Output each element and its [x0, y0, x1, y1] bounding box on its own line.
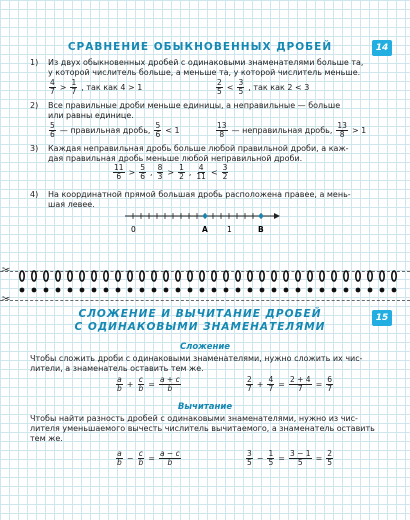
addition-heading: Сложение [179, 342, 231, 352]
addition-line1: Чтобы сложить дроби с одинаковыми знаменателями, нужно сложить их чис- [30, 354, 363, 363]
rule-3-examples: $\frac{11}{6}$ > $\frac{5}{6}$ , $\frac{8}{3}$ > $\frac{1}{2}$ , $\frac{4}{11}$ < $\frac{3}{2}$ [114, 163, 228, 181]
page-15-title [30, 308, 370, 334]
rule-1-line1: Из двух обыкновенных дробей с одинаковыми знаменателями больше та, [48, 58, 364, 67]
page-number-15: 15 [372, 310, 392, 326]
point-a [203, 214, 207, 218]
axis-label-1: 1 [227, 225, 232, 234]
rule-2-example-2: $\frac{13}{8}$ — неправильная дробь, $\frac{13}{8}$ > 1 [217, 121, 367, 139]
rule-1-example-1: $\frac{4}{7}$ > $\frac{1}{7}$ , так как 4 > 1 [50, 78, 143, 96]
rule-4-line2: шая левее. [48, 200, 95, 209]
page-14-title: СРАВНЕНИЕ ОБЫКНОВЕННЫХ ДРОБЕЙ [67, 41, 333, 53]
subtraction-example: $\frac{3}{5}$ − $\frac{1}{5}$ = $\frac{3 - 1}{5}$ = $\frac{2}{5}$ [247, 449, 333, 467]
subtraction-line2: лителя уменьшаемого вычесть числитель вычитаемого, а знаменатель оставить [30, 424, 375, 433]
page-15-title-line2: С ОДИНАКОВЫМИ ЗНАМЕНАТЕЛЯМИ [74, 321, 326, 333]
subtraction-heading: Вычитание [177, 402, 233, 412]
point-b [259, 214, 263, 218]
axis-label-a: A [202, 225, 208, 234]
rule-2-number: 2) [30, 101, 39, 110]
spiral-binding [0, 268, 410, 298]
addition-line2: лители, а знаменатель оставить тем же. [30, 364, 204, 373]
rule-3-line2: дая правильная дробь меньше любой неправильной дроби. [48, 154, 303, 163]
rule-1-line2: у которой числитель больше, а меньше та, у которой числитель меньше. [48, 68, 361, 77]
addition-formula: $\frac{a}{b}$ + $\frac{c}{b}$ = $\frac{a + c}{b}$ [117, 375, 180, 393]
axis-label-b: B [258, 225, 264, 234]
coordinate-line [125, 208, 280, 236]
subtraction-formula: $\frac{a}{b}$ − $\frac{c}{b}$ = $\frac{a - c}{b}$ [117, 449, 180, 467]
subtraction-line3: тем же. [30, 434, 63, 443]
rule-2-line2: или равны единице. [48, 111, 134, 120]
subtraction-line1: Чтобы найти разность дробей с одинаковыми знаменателями, нужно из чис- [30, 414, 358, 423]
page-15-title-line1: СЛОЖЕНИЕ И ВЫЧИТАНИЕ ДРОБЕЙ [78, 308, 322, 320]
page-number-14: 14 [372, 40, 392, 56]
scissors-icon-2: ✂ [2, 294, 11, 305]
rule-1-example-2: $\frac{2}{5}$ < $\frac{3}{5}$ , так как 2 < 3 [217, 78, 310, 96]
rule-3-line1: Каждая неправильная дробь больше любой правильной дроби, а каж- [48, 144, 349, 153]
cut-line-bottom [0, 300, 410, 301]
rule-4-number: 4) [30, 190, 39, 199]
scissors-icon: ✂ [2, 265, 11, 276]
rule-2-line1: Все правильные дроби меньше единицы, а неправильные — больше [48, 101, 341, 110]
addition-example: $\frac{2}{7}$ + $\frac{4}{7}$ = $\frac{2 + 4}{7}$ = $\frac{6}{7}$ [247, 375, 333, 393]
rule-2-example-1: $\frac{5}{6}$ — правильная дробь, $\frac{5}{6}$ < 1 [50, 121, 180, 139]
rule-4-line1: На координатной прямой большая дробь расположена правее, а мень- [48, 190, 351, 199]
rule-3-number: 3) [30, 144, 39, 153]
axis-label-0: 0 [131, 225, 136, 234]
rule-1-number: 1) [30, 58, 39, 67]
